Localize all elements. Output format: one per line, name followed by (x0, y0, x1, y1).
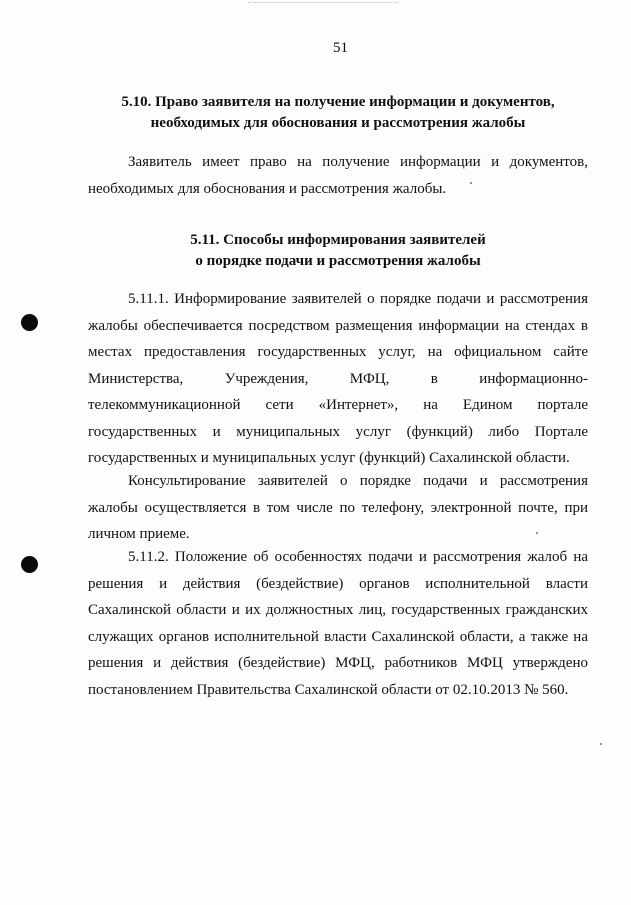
page-number: 51 (333, 40, 348, 56)
heading-line: о порядке подачи и рассмотрения жалобы (195, 253, 481, 269)
scan-speck (600, 743, 602, 745)
paragraph-5-11-2 (88, 544, 588, 703)
section-5-11-heading (88, 230, 588, 272)
paragraph-line: служащих органов исполнительной власти Сахалинской области, а также на (88, 628, 588, 645)
paragraph-consultation (88, 468, 588, 548)
paragraph-line: Сахалинской области и их должностных лиц, государственных гражданских (88, 602, 588, 618)
scan-artifact (248, 2, 398, 9)
paragraph-line: государственных и муниципальных услуг (функций) либо Портале (88, 423, 588, 440)
scan-speck (536, 532, 538, 534)
paragraph-line: 5.11.2. Положение об особенностях подачи и рассмотрения жалоб на (128, 549, 588, 565)
paragraph-line: необходимых для обоснования и рассмотрения жалобы. (88, 180, 447, 197)
paragraph-line: личном приеме. (88, 526, 190, 542)
section-5-10-heading (88, 92, 588, 134)
section-5-10-paragraph (88, 149, 588, 202)
paragraph-line: Заявитель имеет право на получение информации и документов, (128, 154, 588, 170)
scan-speck (470, 182, 472, 184)
paragraph-line: государственных и муниципальных услуг (функций) Сахалинской области. (88, 450, 570, 466)
paragraph-line: жалобы осуществляется в том числе по телефону, электронной почте, при (88, 499, 588, 516)
paragraph-line: Консультирование заявителей о порядке подачи и рассмотрения (128, 473, 588, 489)
punch-hole (21, 556, 38, 573)
heading-line: необходимых для обоснования и рассмотрения жалобы (150, 115, 526, 131)
paragraph-line: решения и действия (бездействие) органов исполнительной власти (88, 575, 588, 592)
paragraph-line: 5.11.1. Информирование заявителей о порядке подачи и рассмотрения (128, 291, 588, 307)
paragraph-5-11-1 (88, 286, 588, 472)
paragraph-line: постановлением Правительства Сахалинской области от 02.10.2013 № 560. (88, 681, 569, 698)
paragraph-line: Министерства, Учреждения, МФЦ, в информационно- (88, 370, 588, 387)
paragraph-line: местах предоставления государственных услуг, на официальном сайте (88, 344, 588, 360)
heading-line: 5.11. Способы информирования заявителей (190, 232, 486, 248)
paragraph-line: жалобы обеспечивается посредством размещения информации на стендах в (88, 317, 588, 334)
paragraph-line: телекоммуникационной сети «Интернет», на Едином портале (88, 397, 588, 413)
heading-line: 5.10. Право заявителя на получение информации и документов, (121, 94, 555, 110)
punch-hole (21, 314, 38, 331)
paragraph-line: решения и действия (бездействие) МФЦ, работников МФЦ утверждено (88, 655, 588, 671)
